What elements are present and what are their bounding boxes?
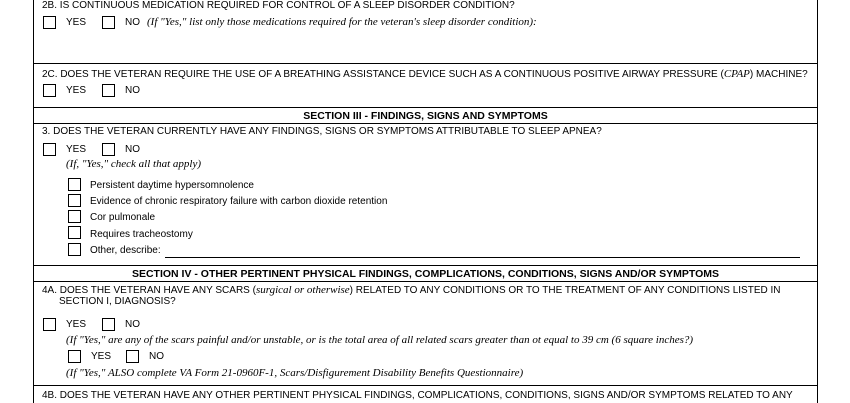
- 3-no-label: NO: [125, 144, 140, 155]
- divider-section4: [33, 265, 818, 266]
- 3-option-respiratory-failure-label: Evidence of chronic respiratory failure with carbon dioxide retention: [90, 196, 388, 207]
- 3-yes-label: YES: [66, 144, 87, 155]
- 3-option-tracheostomy-checkbox[interactable]: [68, 226, 81, 239]
- 2b-yes-checkbox[interactable]: [43, 16, 56, 29]
- divider-section3: [33, 107, 818, 108]
- 4a-scars-no-label: NO: [149, 351, 164, 362]
- question-2b: 2B. IS CONTINUOUS MEDICATION REQUIRED FOR CONTROL OF A SLEEP DISORDER CONDITION?: [42, 0, 515, 11]
- 4a-yes-checkbox[interactable]: [43, 318, 56, 331]
- section4-title: SECTION IV - OTHER PERTINENT PHYSICAL FINDINGS, COMPLICATIONS, CONDITIONS, SIGNS AND/OR SYMPTOMS: [131, 268, 720, 280]
- 3-option-other-checkbox[interactable]: [68, 243, 81, 256]
- 4a-scars-no-checkbox[interactable]: [126, 350, 139, 363]
- divider-section3-title: [33, 123, 818, 124]
- 3-no-checkbox[interactable]: [102, 143, 115, 156]
- 3-option-tracheostomy-label: Requires tracheostomy: [90, 229, 193, 240]
- section3-title: SECTION III - FINDINGS, SIGNS AND SYMPTOMS: [303, 110, 548, 122]
- 3-option-cor-pulmonale-label: Cor pulmonale: [90, 212, 156, 223]
- question-4b: 4B. DOES THE VETERAN HAVE ANY OTHER PERTINENT PHYSICAL FINDINGS, COMPLICATIONS, CONDITIONS, SIGNS AND/OR SYMPTOMS RELATED TO ANY: [42, 390, 793, 401]
- 3-option-cor-pulmonale-checkbox[interactable]: [68, 210, 81, 223]
- 4a-scars-yes-checkbox[interactable]: [68, 350, 81, 363]
- 4a-yes-label: YES: [66, 319, 87, 330]
- divider-section4-title: [33, 281, 818, 282]
- 3-option-other-label: Other, describe:: [90, 245, 161, 256]
- 4a-no-label: NO: [125, 319, 140, 330]
- 3-option-respiratory-failure-checkbox[interactable]: [68, 194, 81, 207]
- divider-2c: [33, 63, 818, 64]
- 4a-scars-yes-label: YES: [91, 351, 112, 362]
- 4a-also-note: (If "Yes," ALSO complete VA Form 21-0960F-1, Scars/Disfigurement Disability Benefits Questionnaire): [66, 367, 524, 379]
- 2b-no-label: NO: [125, 17, 140, 28]
- 3-note: (If, "Yes," check all that apply): [66, 158, 201, 170]
- 2c-yes-label: YES: [66, 85, 87, 96]
- 3-other-describe-field[interactable]: [165, 257, 800, 258]
- 4a-no-checkbox[interactable]: [102, 318, 115, 331]
- question-3: 3. DOES THE VETERAN CURRENTLY HAVE ANY FINDINGS, SIGNS OR SYMPTOMS ATTRIBUTABLE TO SLEEP APNEA?: [42, 126, 602, 137]
- divider-4b: [33, 385, 818, 386]
- question-2c: 2C. DOES THE VETERAN REQUIRE THE USE OF A BREATHING ASSISTANCE DEVICE SUCH AS A CONTINUOUS POSITIVE AIRWAY PRESSURE (CPAP) MACHINE?: [42, 68, 808, 80]
- 2c-no-checkbox[interactable]: [102, 84, 115, 97]
- 2b-note: (If "Yes," list only those medications required for the veteran's sleep disorder condition):: [147, 16, 537, 28]
- question-4a-line2: SECTION I, DIAGNOSIS?: [59, 296, 176, 307]
- 2b-yes-label: YES: [66, 17, 87, 28]
- 2c-no-label: NO: [125, 85, 140, 96]
- 3-yes-checkbox[interactable]: [43, 143, 56, 156]
- 2c-yes-checkbox[interactable]: [43, 84, 56, 97]
- 3-option-hypersomnolence-checkbox[interactable]: [68, 178, 81, 191]
- 4a-scars-note: (If "Yes," are any of the scars painful and/or unstable, or is the total area of all related scars greater than ot equal to 39 cm (6 square inches?): [66, 334, 694, 346]
- question-4a: 4A. DOES THE VETERAN HAVE ANY SCARS (surgical or otherwise) RELATED TO ANY CONDITIONS OR TO THE TREATMENT OF ANY CONDITIONS LISTED IN: [42, 284, 781, 296]
- 3-option-hypersomnolence-label: Persistent daytime hypersomnolence: [90, 180, 254, 191]
- 2b-no-checkbox[interactable]: [102, 16, 115, 29]
